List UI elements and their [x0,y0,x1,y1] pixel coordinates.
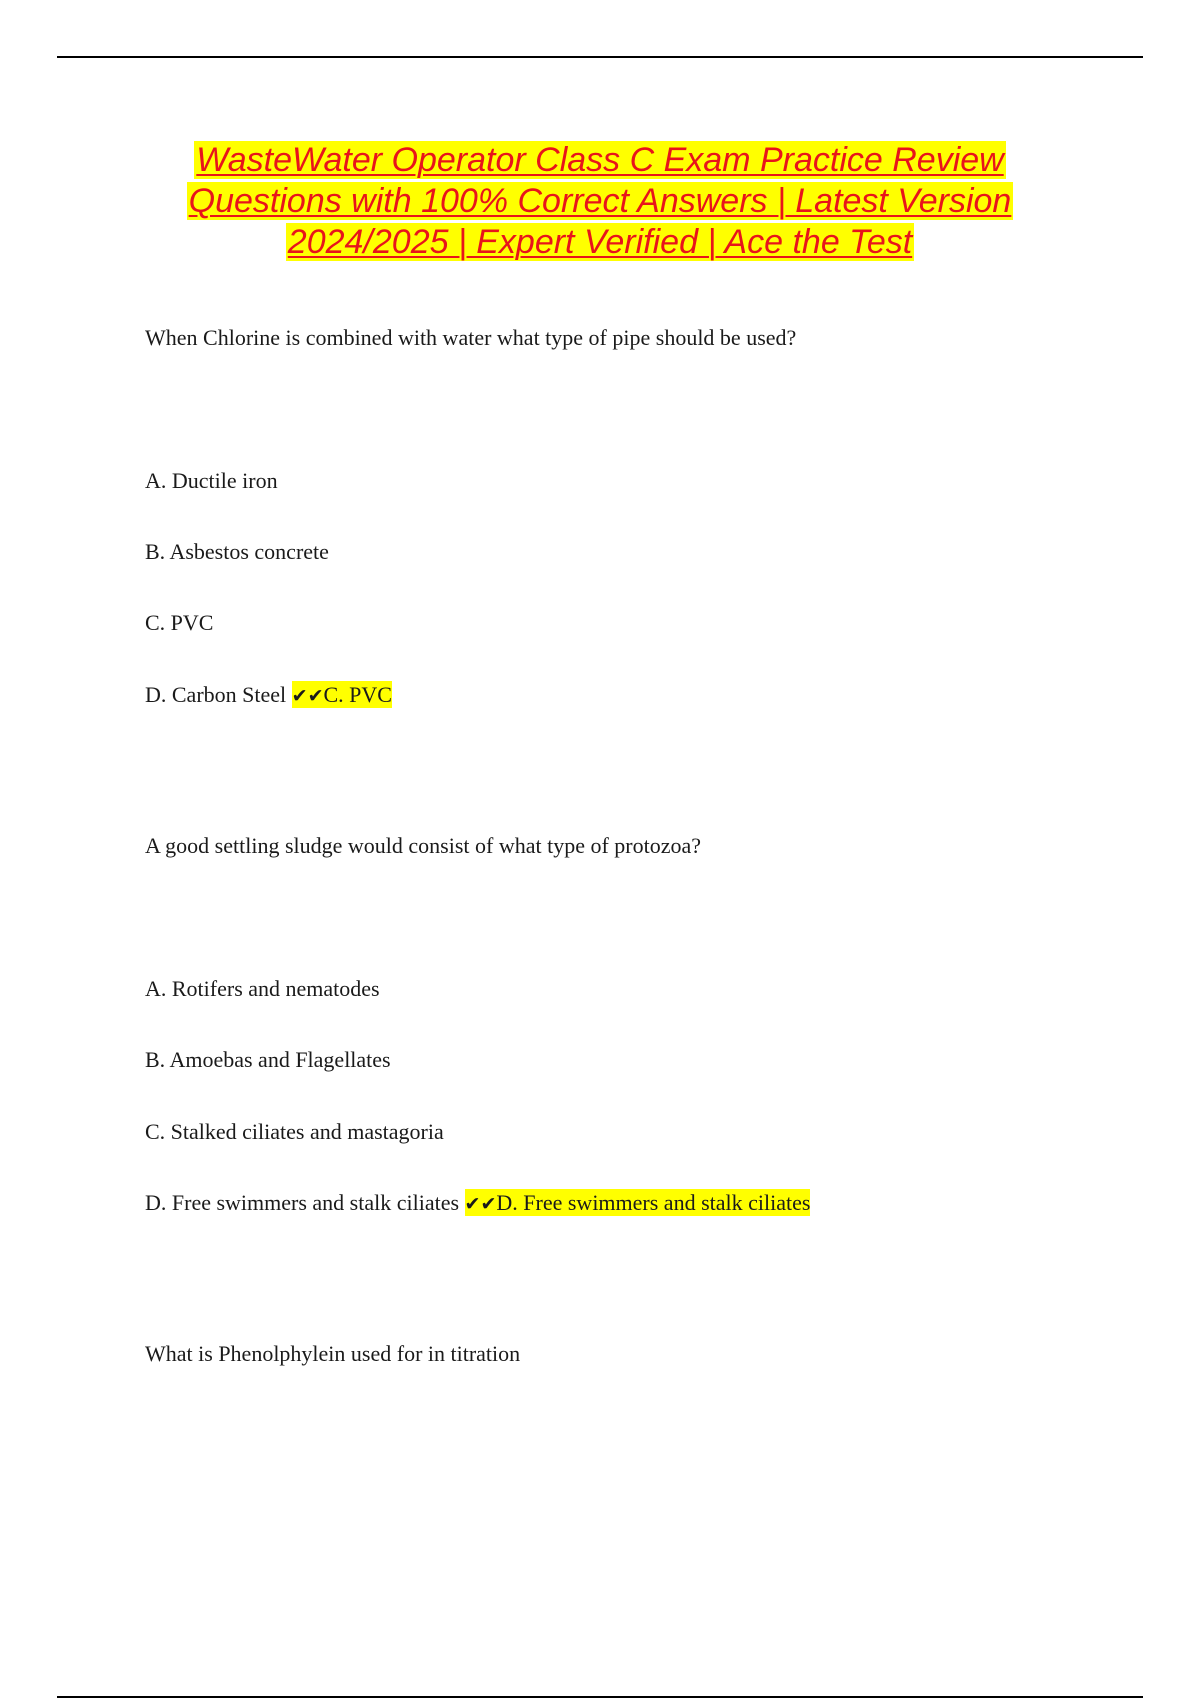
question-2-option-b: B. Amoebas and Flagellates [145,1047,391,1072]
check-mark-icon: ✔✔ [464,1193,497,1215]
question-2-answer [465,1189,811,1216]
question-1-answer-text: C. PVC [323,682,392,707]
question-1-option-c: C. PVC [145,610,214,635]
question-2-option-a: A. Rotifers and nematodes [145,976,380,1001]
bottom-rule [57,1696,1143,1698]
title-line-1: WasteWater Operator Class C Exam Practice Review [196,141,1004,179]
question-1-option-a: A. Ductile iron [145,468,278,493]
question-1-text: When Chlorine is combined with water what type of pipe should be used? [145,325,797,350]
question-1-answer [292,681,392,708]
check-mark-icon: ✔✔ [291,685,324,707]
question-1-option-d-row [145,681,392,710]
question-1-option-d: D. Carbon Steel [145,682,287,707]
question-2-text: A good settling sludge would consist of what type of protozoa? [145,833,702,858]
question-2-answer-text: D. Free swimmers and stalk ciliates [496,1190,811,1215]
question-2-option-c: C. Stalked ciliates and mastagoria [145,1119,444,1144]
title-line-3: 2024/2025 | Expert Verified | Ace the Test [287,223,913,261]
question-2-option-d-row [145,1189,810,1218]
question-3-text: What is Phenolphylein used for in titration [145,1341,521,1366]
question-1-option-b: B. Asbestos concrete [145,539,329,564]
question-2-option-d: D. Free swimmers and stalk ciliates [145,1190,460,1215]
title-line-2: Questions with 100% Correct Answers | Latest Version [188,182,1012,220]
document-title [100,140,1100,263]
top-rule [57,56,1143,58]
